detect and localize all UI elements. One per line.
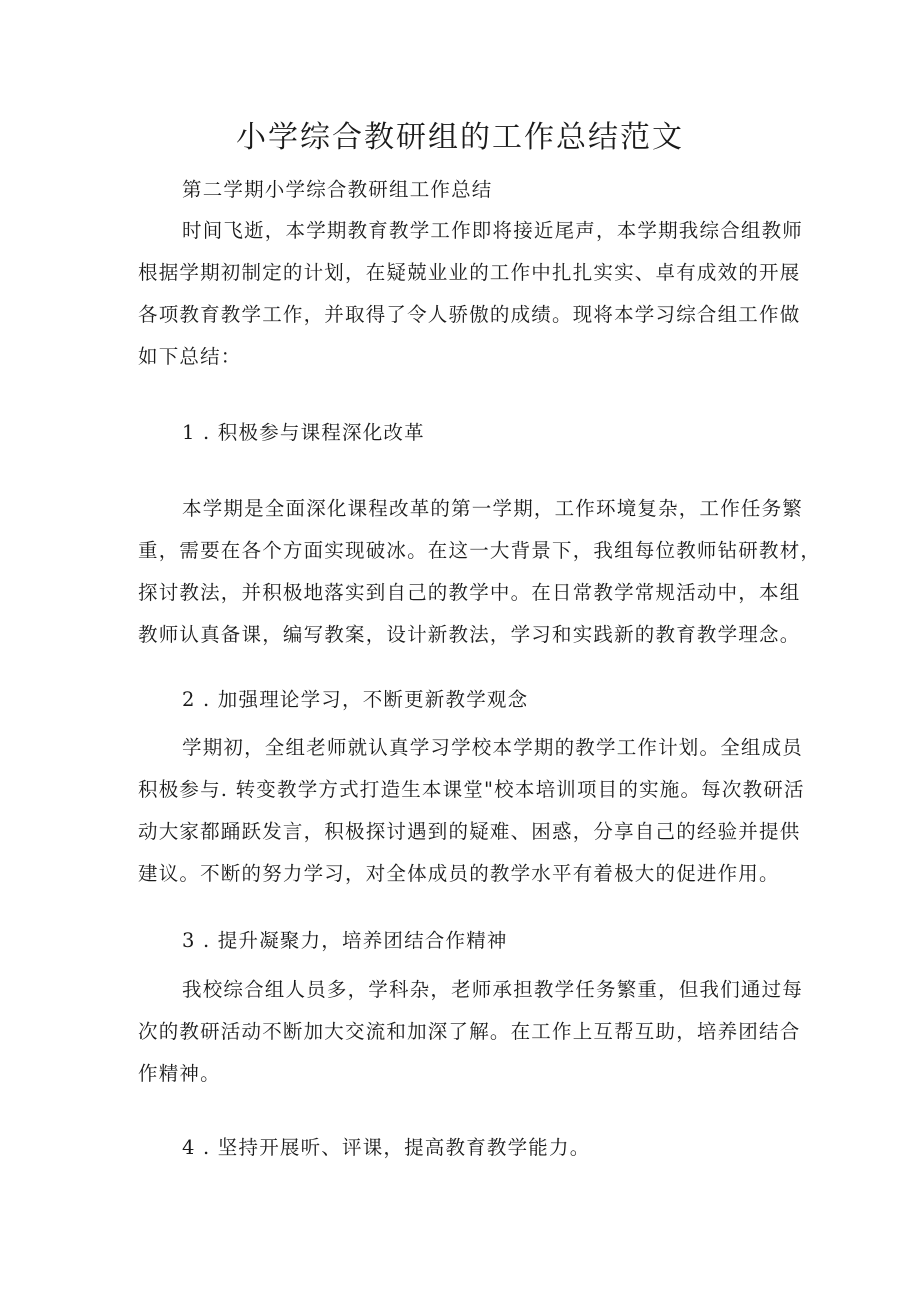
subtitle	[138, 169, 798, 211]
paragraph-line: 探讨教法，并积极地落实到自己的教学中。在日常教学常规活动中，本组	[138, 581, 801, 604]
paragraph-line: 动大家都踊跃发言，积极探讨遇到的疑难、困惑，分享自己的经验并提供	[138, 820, 801, 843]
paragraph-line: 各项教育教学工作，并取得了令人骄傲的成绩。现将本学习综合组工作做	[138, 303, 801, 326]
section-3-paragraph	[138, 969, 804, 1095]
section-2-paragraph	[138, 727, 805, 895]
paragraph-line: 建议。不断的努力学习，对全体成员的教学水平有着极大的促进作用。	[138, 862, 780, 885]
section-heading: 2 . 加强理论学习，不断更新教学观念	[182, 688, 529, 711]
document-title: 小学综合教研组的工作总结范文	[236, 120, 684, 155]
section-heading: 1 . 积极参与课程深化改革	[182, 421, 425, 444]
intro-paragraph	[138, 210, 804, 378]
paragraph-line: 我校综合组人员多，学科杂，老师承担教学任务繁重，但我们通过每	[182, 978, 804, 1001]
paragraph-line: 根据学期初制定的计划，在疑兢业业的工作中扎扎实实、卓有成效的开展	[138, 261, 801, 284]
section-3-heading	[138, 920, 798, 962]
paragraph-line: 如下总结：	[138, 345, 242, 368]
paragraph-line: 积极参与. 转变教学方式打造生本课堂"校本培训项目的实施。每次教研活	[138, 778, 805, 801]
subtitle-text: 第二学期小学综合教研组工作总结	[182, 178, 493, 201]
section-4-heading	[138, 1127, 798, 1169]
paragraph-line: 作精神。	[138, 1062, 221, 1085]
section-heading: 3 . 提升凝聚力，培养团结合作精神	[182, 929, 508, 952]
section-1-paragraph	[138, 488, 822, 656]
paragraph-line: 时间飞逝，本学期教育教学工作即将接近尾声，本学期我综合组教师	[182, 219, 804, 242]
paragraph-line: 学期初，全组老师就认真学习学校本学期的教学工作计划。全组成员	[182, 736, 804, 759]
paragraph-line: 重，需要在各个方面实现破冰。在这一大背景下，我组每位教师钻研教材，	[138, 539, 822, 562]
paragraph-line: 教师认真备课，编写教案，设计新教法，学习和实践新的教育教学理念。	[138, 623, 801, 646]
section-1-heading	[138, 412, 798, 454]
section-2-heading	[138, 679, 798, 721]
paragraph-line: 次的教研活动不断加大交流和加深了解。在工作上互帮互助，培养团结合	[138, 1020, 801, 1043]
section-heading: 4 . 坚持开展听、评课，提高教育教学能力。	[182, 1136, 591, 1159]
paragraph-line: 本学期是全面深化课程改革的第一学期，工作环境复杂，工作任务繁	[182, 497, 804, 520]
